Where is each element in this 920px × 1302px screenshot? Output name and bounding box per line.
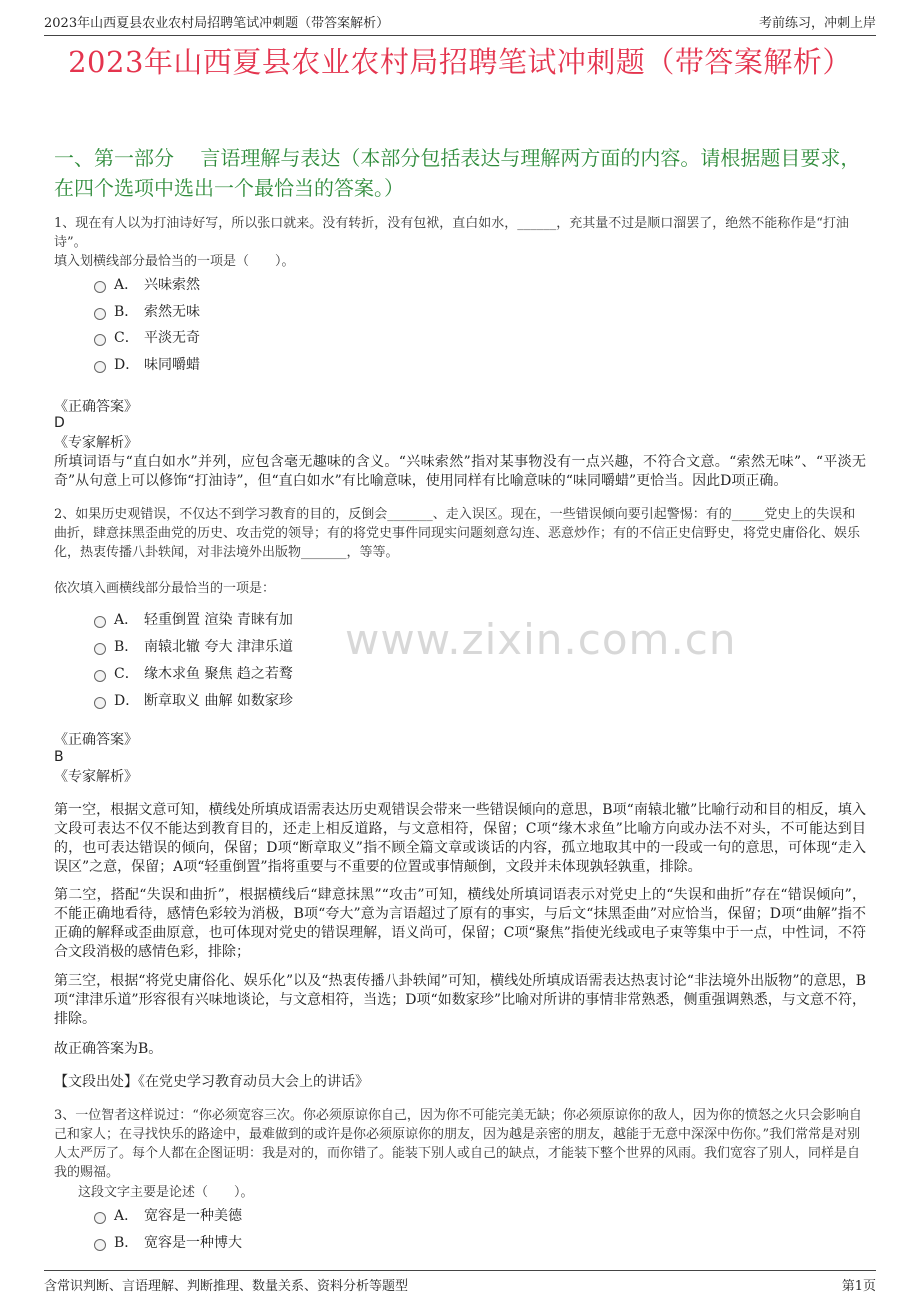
option-text: 兴味索然 [144, 277, 200, 293]
q1-answer: D [54, 415, 65, 431]
section-heading: 一、第一部分 言语理解与表达（本部分包括表达与理解两方面的内容。请根据题目要求，在四个选项中选出一个最恰当的答案。） [54, 146, 861, 200]
q2-analysis-p3: 第三空，根据“将党史庸俗化、娱乐化”以及“热衷传播八卦轶闻”可知，横线处所填成语需表达热衷讨论“非法境外出版物”的意思，B项“津津乐道”形容很有兴味地谈论，与文意相符，当选；D项“如数家珍”比喻对所讲的事情非常熟悉，侧重强调熟悉，与文意不符，排除。 [54, 973, 866, 1027]
q2-option-a[interactable] [94, 610, 293, 630]
footer-description: 含常识判断、言语理解、判断推理、数量关系、资料分析等题型 [44, 1279, 409, 1294]
radio-icon[interactable] [94, 1212, 106, 1224]
q3-option-b[interactable] [94, 1233, 242, 1253]
q2-analysis-label: 《专家解析》 [54, 769, 138, 785]
watermark: www.zixin.com.cn [345, 615, 737, 664]
header-doc-title: 2023年山西夏县农业农村局招聘笔试冲刺题（带答案解析） [44, 16, 390, 31]
question-1-stem [54, 214, 866, 271]
option-letter: D． [114, 693, 140, 709]
option-text: 轻重倒置 渲染 青睐有加 [144, 612, 293, 628]
radio-icon[interactable] [94, 1239, 106, 1251]
q3-option-a[interactable] [94, 1206, 242, 1226]
question-3-stem [54, 1106, 866, 1182]
option-letter: A． [114, 1208, 139, 1224]
page-footer [44, 1270, 876, 1294]
radio-icon[interactable] [94, 281, 106, 293]
question-2-prompt [54, 579, 866, 598]
q2-option-b[interactable] [94, 637, 293, 657]
question-3-prompt [78, 1183, 858, 1202]
q1-option-a[interactable] [94, 275, 200, 295]
q1-answer-label: 《正确答案》 [54, 399, 138, 415]
question-stem-text: 2、如果历史观错误，不仅达不到学习教育的目的，反倒会_______、走入误区。现在，一些错误倾向要引起警惕：有的_____党史上的失误和曲折，肆意抹黑歪曲党的历史、攻击党的领导；有的将党史事件同现实问题刻意勾连、恶意炒作；有的不信正史信野史，将党史庸俗化、娱乐化，热衷传播八卦轶闻，对非法境外出版物_______，等等。 [54, 507, 861, 560]
radio-icon[interactable] [94, 670, 106, 682]
question-prompt: 这段文字主要是论述（ ）。 [78, 1185, 254, 1200]
question-prompt: 依次填入画横线部分最恰当的一项是： [54, 581, 276, 596]
option-text: 宽容是一种博大 [144, 1235, 242, 1251]
page-header [44, 10, 876, 36]
option-letter: B． [114, 1235, 139, 1251]
option-letter: C． [114, 666, 139, 682]
option-letter: C． [114, 330, 139, 346]
option-text: 索然无味 [144, 304, 200, 320]
option-letter: D． [114, 357, 140, 373]
radio-icon[interactable] [94, 308, 106, 320]
option-text: 宽容是一种美德 [144, 1208, 242, 1224]
q2-analysis-p1: 第一空，根据文意可知，横线处所填成语需表达历史观错误会带来一些错误倾向的意思，B项“南辕北辙”比喻行动和目的相反，填入文段可表达不仅不能达到教育目的，还走上相反道路，与文意相符，保留；C项“缘木求鱼”比喻方向或办法不对头，不可能达到目的，也可表达错误的倾向，保留；D项“断章取义”指不顾全篇文章或谈话的内容，孤立地取其中的一段或一句的意思，可体现“走入误区”之意，保留；A项“轻重倒置”指将重要与不重要的位置或事情颠倒，文段并未体现孰轻孰重，排除。 [54, 802, 866, 875]
question-stem-text: 3、一位智者这样说过：“你必须宽容三次。你必须原谅你自己，因为你不可能完美无缺；你必须原谅你的敌人，因为你的愤怒之火只会影响自己和家人；在寻找快乐的路途中，最难做到的或许是你必须原谅你的朋友，因为越是亲密的朋友，越能于无意中深深中伤你。”我们常常是对别人太严厉了。每个人都在企图证明：我是对的，而你错了。能装下别人或自己的缺点，才能装下整个世界的风雨。我们宽容了别人，同样是自我的赐福。 [54, 1108, 862, 1180]
radio-icon[interactable] [94, 334, 106, 346]
q2-source: 【文段出处】《在党史学习教育动员大会上的讲话》 [54, 1074, 369, 1090]
q2-analysis-p2: 第二空，搭配“失误和曲折”，根据横线后“肆意抹黑”“攻击”可知，横线处所填词语表示对党史上的“失误和曲折”存在“错误倾向”，不能正确地看待，感情色彩较为消极，B项“夸大”意为言语超过了原有的事实，与后文“抹黑歪曲”对应恰当，保留；D项“曲解”指不正确的解释或歪曲原意，也可体现对党史的错误理解，语义尚可，保留；C项“聚焦”指使光线或电子束等集中于一点，中性词，不符合文段消极的感情色彩，排除； [54, 887, 866, 960]
q1-option-b[interactable] [94, 302, 200, 322]
q2-option-d[interactable] [94, 691, 293, 711]
option-letter: B． [114, 639, 139, 655]
q2-option-c[interactable] [94, 664, 293, 684]
option-text: 南辕北辙 夸大 津津乐道 [144, 639, 293, 655]
question-stem-text: 1、现在有人以为打油诗好写，所以张口就来。没有转折，没有包袱，直白如水，______，充其量不过是顺口溜罢了，绝然不能称作是“打油诗”。 [54, 216, 849, 250]
q1-analysis-label: 《专家解析》 [54, 435, 138, 451]
q1-option-c[interactable] [94, 328, 200, 348]
radio-icon[interactable] [94, 643, 106, 655]
option-text: 断章取义 曲解 如数家珍 [144, 693, 293, 709]
q1-option-d[interactable] [94, 355, 200, 375]
q2-analysis-p4: 故正确答案为B。 [54, 1041, 163, 1057]
option-text: 平淡无奇 [144, 330, 200, 346]
question-prompt: 填入划横线部分最恰当的一项是（ ）。 [54, 254, 295, 269]
q2-answer-label: 《正确答案》 [54, 732, 138, 748]
radio-icon[interactable] [94, 697, 106, 709]
page-number: 第1页 [841, 1279, 876, 1294]
radio-icon[interactable] [94, 361, 106, 373]
option-letter: A． [114, 612, 139, 628]
question-2-stem [54, 505, 866, 562]
option-text: 缘木求鱼 聚焦 趋之若鹜 [144, 666, 293, 682]
q1-analysis: 所填词语与“直白如水”并列，应包含毫无趣味的含义。“兴味索然”指对某事物没有一点兴趣，不符合文意。“索然无味”、“平淡无奇”从句意上可以修饰“打油诗”，但“直白如水”有比喻意味，使用同样有比喻意味的“味同嚼蜡”更恰当。因此D项正确。 [54, 454, 866, 489]
option-letter: A． [114, 277, 139, 293]
radio-icon[interactable] [94, 616, 106, 628]
option-text: 味同嚼蜡 [144, 357, 200, 373]
option-letter: B． [114, 304, 139, 320]
page-title: 2023年山西夏县农业农村局招聘笔试冲刺题（带答案解析） [68, 45, 852, 79]
header-slogan: 考前练习，冲刺上岸 [758, 16, 876, 31]
q2-answer: B [54, 749, 64, 765]
